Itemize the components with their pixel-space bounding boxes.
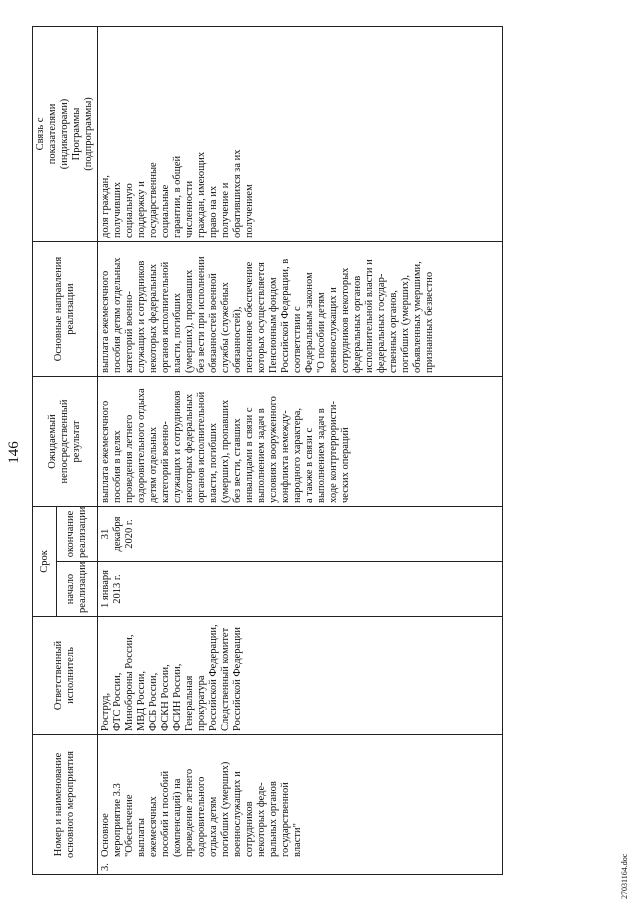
header-number-name: Номер и наименование основного мероприятия: [33, 735, 98, 875]
table-row: [98, 26, 503, 874]
cell-link: доля граждан, получивших социальную поддержку и государственные социальные гарантии, в общей численности граждан, имеющих право на их получение и обратившихся за их получением: [98, 26, 503, 241]
cell-end: 31 декабря 2020 г.: [98, 506, 503, 561]
header-link: Связь с показателями (индикаторами) Программы (подпрограммы): [33, 26, 98, 241]
row-number: 3.: [100, 863, 111, 871]
cell-result: выплата ежемесячного пособия в целях проведения летнего оздоровительного отдыха детям отдельных категорий военно- служащих и сотрудников некоторых федеральных органов исполнительной власти, погибших (умерших), пропавших без вести, ставших инвалидами в связи с выполнением задач в условиях вооруженного конфликта немежду- народного характера, а также в связи с выполнением задач в ходе контртеррористи- ческих операций: [98, 376, 503, 506]
cell-number-name: [98, 735, 503, 875]
cell-executor: Роструд, ФТС России, Минобороны России, МВД России, ФСБ России, ФСКН России, ФСИН России, Генеральная прокуратура Российской Федерации, Следственный комитет Российской Федерации: [98, 617, 503, 735]
header-end: окончание реализации: [57, 506, 98, 561]
header-start: начало реализации: [57, 562, 98, 617]
measures-table: [32, 26, 503, 875]
header-row-1: [33, 26, 57, 874]
document-id: 27031164.doc: [620, 853, 629, 899]
page-number: 146: [6, 441, 22, 464]
measure-name: Основное мероприятие 3.3 "Обеспечение выплаты ежемесячных пособий и пособий (компенсаций) на проведение летнего оздоровительного отдыха детям погибших (умерших) военнослужащих и сотрудников некоторых феде- ральных органов государственной власти": [100, 761, 303, 857]
header-directions: Основные направления реализации: [33, 241, 98, 376]
header-term: Срок: [33, 506, 57, 616]
header-result: Ожидаемый непосредственный результат: [33, 376, 98, 506]
cell-start: 1 января 2013 г.: [98, 562, 503, 617]
header-executor: Ответственный исполнитель: [33, 617, 98, 735]
cell-directions: выплата ежемесячного пособия детям отдельных категорий военно- служащих и сотрудников некоторых федеральных органов исполнительной власти, погибших (умерших), пропавших без вести при исполнении обязанностей военной службы (служебных обязанностей), пенсионное обеспечение которых осуществляется Пенсионным фондом Российской Федерации, в соответствии с Федеральным законом "О пособии детям военнослужащих и сотрудников некоторых федеральных органов исполнительной власти и федеральных государ- ственных органов, погибших (умерших), объявленных умершими, признанных безвестно: [98, 241, 503, 376]
